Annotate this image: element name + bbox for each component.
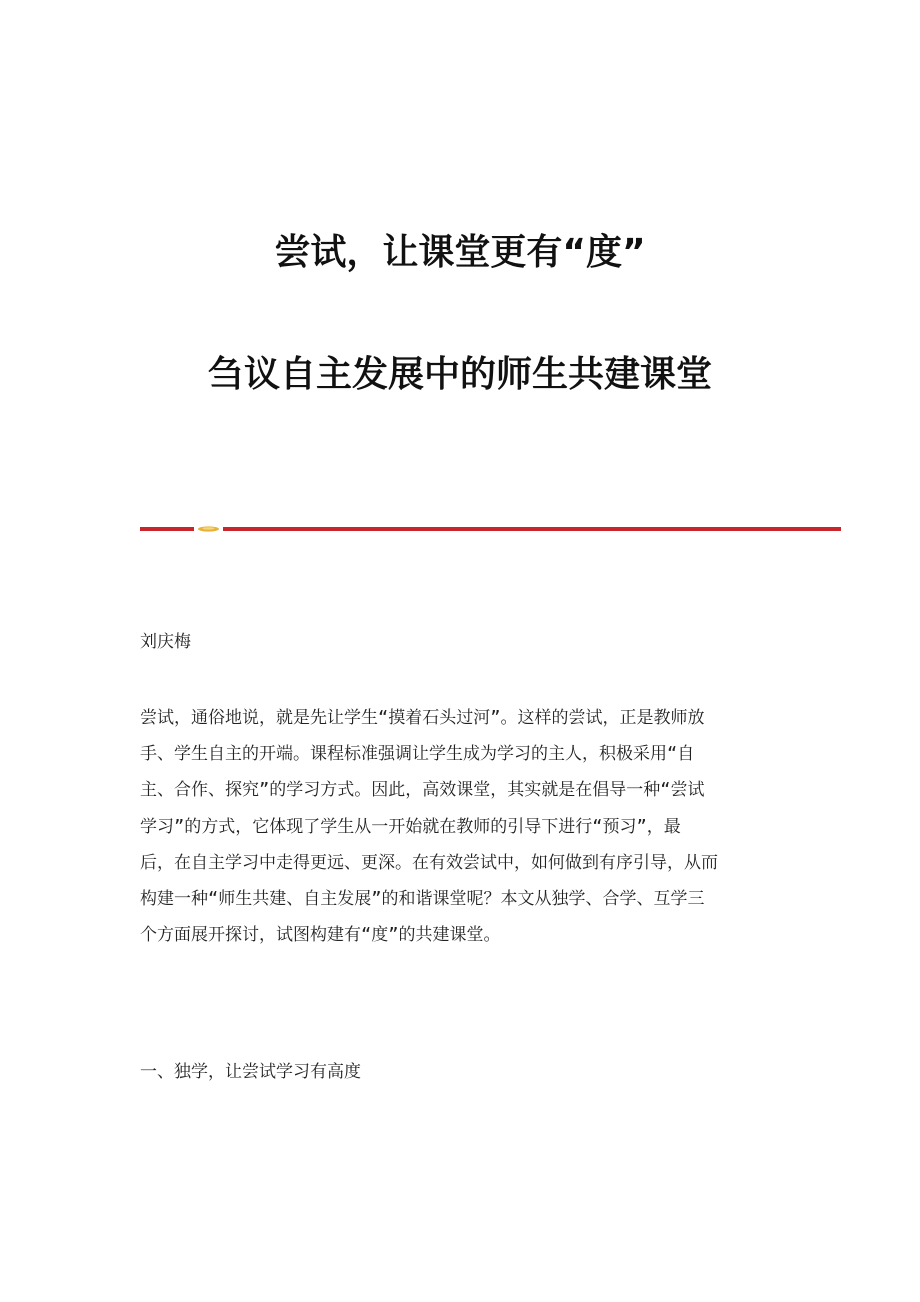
title-divider	[140, 526, 841, 532]
section-heading: 一、独学，让尝试学习有高度	[140, 1062, 361, 1082]
divider-bar-right	[223, 527, 841, 531]
paragraph-line: 构建一种“师生共建、自主发展”的和谐课堂呢？本文从独学、合学、互学三	[140, 889, 705, 910]
paragraph-line: 后，在自主学习中走得更远、更深。在有效尝试中，如何做到有序引导，从而	[140, 852, 718, 873]
paragraph-line: 个方面展开探讨，试图构建有“度”的共建课堂。	[140, 925, 501, 946]
document-subtitle: 刍议自主发展中的师生共建课堂	[207, 354, 712, 395]
document-title: 尝试，让课堂更有“度”	[274, 232, 646, 273]
intro-paragraph	[140, 700, 792, 953]
paragraph-line: 尝试，通俗地说，就是先让学生“摸着石头过河”。这样的尝试，正是教师放	[140, 708, 705, 728]
author-name: 刘庆梅	[140, 632, 191, 652]
paragraph-line: 学习”的方式，它体现了学生从一开始就在教师的引导下进行“预习”，最	[140, 816, 681, 837]
paragraph-line: 手、学生自主的开端。课程标准强调让学生成为学习的主人，积极采用“自	[140, 744, 695, 765]
divider-ornament-icon	[197, 526, 220, 532]
divider-bar-left	[140, 527, 194, 531]
paragraph-line: 主、合作、探究”的学习方式。因此，高效课堂，其实就是在倡导一种“尝试	[140, 780, 705, 801]
